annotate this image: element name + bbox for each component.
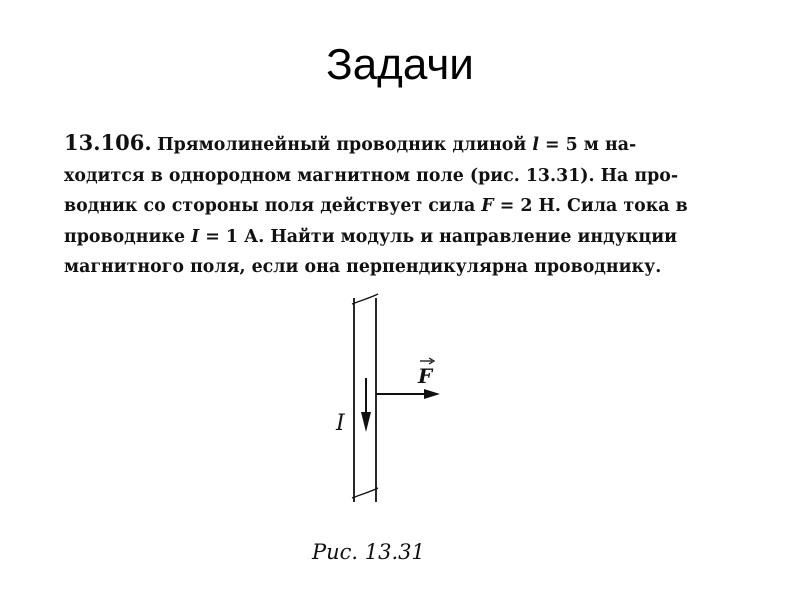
problem-line-4: проводнике I = 1 А. Найти модуль и направление индукции [64, 226, 678, 247]
problem-line-3: водник со стороны поля действует сила F = 2 Н. Сила тока в [64, 196, 688, 216]
problem-line-2: ходится в однородном магнитном поле (рис. 13.31). На про- [64, 165, 679, 186]
current-label: I [336, 411, 345, 436]
force-arrow [376, 389, 440, 399]
force-symbol: F [481, 196, 494, 216]
figure-caption: Рис. 13.31 [312, 540, 425, 564]
current-arrow [361, 378, 371, 432]
current-symbol: I [191, 226, 200, 247]
problem-statement [64, 128, 764, 283]
problem-number: 13.106. [64, 130, 152, 155]
problem-line-1: 13.106. Прямолинейный проводник длиной l = 5 м на- [64, 130, 637, 155]
length-symbol: l [532, 135, 539, 155]
problem-line-5: магнитного поля, если она перпендикулярна проводнику. [64, 257, 662, 277]
force-label: F [418, 364, 433, 388]
slide-title: Задачи [326, 40, 474, 89]
conductor-figure [300, 290, 500, 510]
